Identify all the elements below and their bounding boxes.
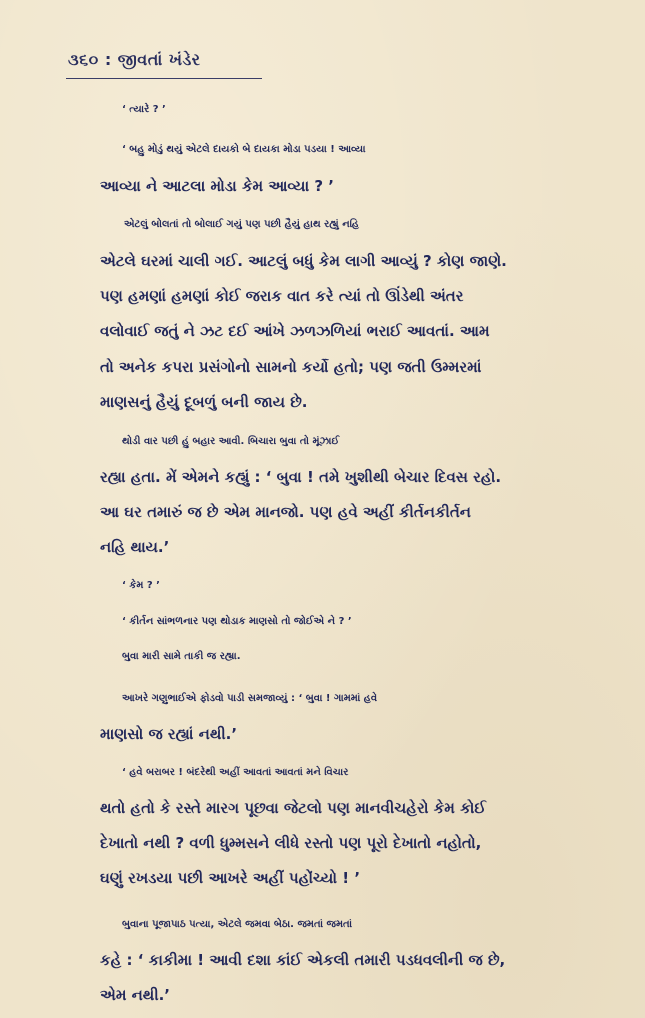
running-head: ૩૬૦ : જીવતાં ખંડેર — [68, 50, 201, 69]
text-line: નહિ થાય.’ — [100, 538, 170, 556]
text-line: એટલું બોલતાં તો બોલાઈ ગયું પણ પછી હૈયું હાથ રહ્યું નહિ — [124, 219, 360, 230]
text-line: તો અનેક કપરા પ્રસંગોનો સામનો કર્યો હતો; પણ જતી ઉમ્મરમાં — [100, 358, 482, 376]
text-line: બુવા મારી સામે તાકી જ રહ્યા. — [122, 651, 241, 662]
text-line: કહે : ‘ કાકીમા ! આવી દશા કાંઈ એકલી તમારી પડધવલીની જ છે, — [100, 951, 506, 969]
text-line: ઘણું રખડયા પછી આખરે અહીં પહોંચ્યો ! ’ — [100, 869, 361, 887]
text-line: ‘ કેમ ? ’ — [122, 580, 160, 591]
text-line: થતો હતો કે રસ્તે મારગ પૂછવા જેટલો પણ માનવીચહેરો કેમ કોઈ — [100, 799, 486, 817]
text-line: માણસો જ રહ્યાં નથી.’ — [100, 725, 238, 743]
text-line: આખરે ગણુભાઈએ ફોડવો પાડી સમજાવ્યું : ‘ બુવા ! ગામમાં હવે — [122, 693, 378, 704]
text-line: રહ્યા હતા. મેં એમને કહ્યું : ‘ બુવા ! તમે ખુશીથી બેચાર દિવસ રહો. — [100, 468, 502, 486]
text-line: ‘ કીર્તન સાંભળનાર પણ થોડાક માણસો તો જોઈએ ને ? ’ — [122, 616, 352, 627]
text-line: દેખાતો નથી ? વળી ધુમ્મસને લીધે રસ્તો પણ પૂરો દેખાતો નહોતો, — [100, 834, 482, 852]
text-line: માણસનું હૈયું દૂબળું બની જાય છે. — [100, 393, 308, 411]
text-line: બુવાના પૂજાપાઠ પત્યા, એટલે જમવા બેઠા. જમતાં જમતાં — [122, 919, 353, 930]
text-line: આવ્યા ને આટલા મોડા કેમ આવ્યા ? ’ — [100, 177, 334, 195]
text-line: વલોવાઈ જતું ને ઝટ દઈ આંખે ઝળઝળિયાં ભરાઈ આવતાં. આમ — [100, 322, 490, 340]
text-line: આ ઘર તમારું જ છે એમ માનજો. પણ હવે અહીં કીર્તનકીર્તન — [100, 503, 471, 521]
text-line: ‘ બહુ મોડું થયું એટલે દાયકો બે દાયકા મોડા પડયા ! આવ્યા — [122, 144, 366, 155]
header-rule — [66, 78, 262, 79]
text-line: ‘ હવે બરાબર ! બંદરેથી અહીં આવતાં આવતાં મને વિચાર — [122, 767, 349, 778]
text-line: પણ હમણાં હમણાં કોઈ જરાક વાત કરે ત્યાં તો ઊંડેથી અંતર — [100, 287, 464, 305]
text-line: થોડી વાર પછી હું બહાર આવી. બિચારા બુવા તો મૂંઝાઈ — [122, 436, 340, 447]
text-line: એટલે ઘરમાં ચાલી ગઈ. આટલું બધું કેમ લાગી આવ્યું ? કોણ જાણે. — [100, 252, 507, 270]
text-line: ‘ ત્યારે ? ’ — [122, 104, 166, 115]
text-line: એમ નથી.’ — [100, 986, 171, 1004]
